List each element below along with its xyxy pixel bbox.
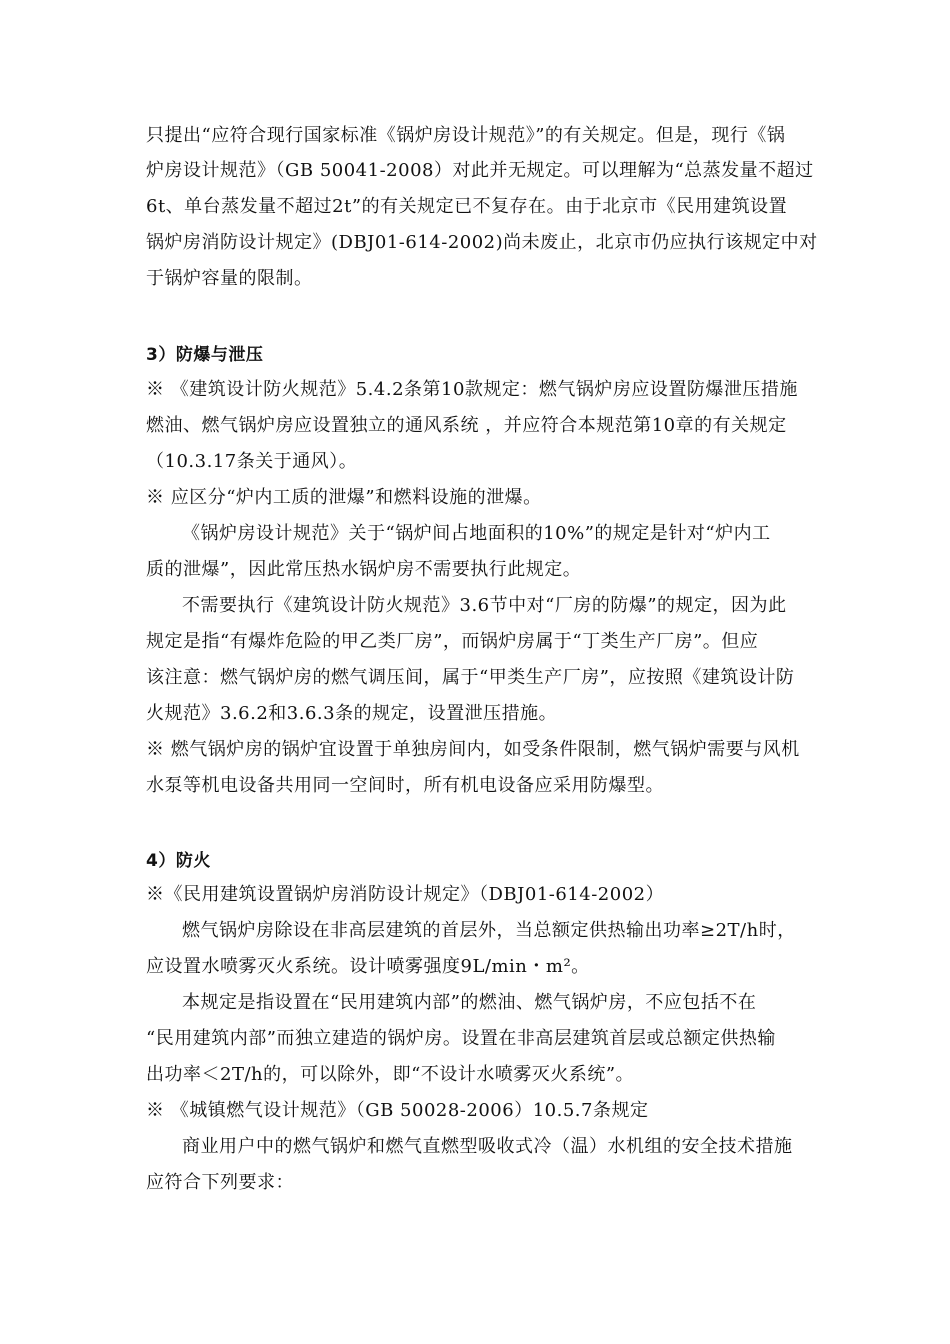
text-line: 只提出“应符合现行国家标准《锅炉房设计规范》”的有关规定。但是，现行《锅 [146, 125, 786, 146]
text-line: 应设置水喷雾灭火系统。设计喷雾强度9L/min・m²。 [146, 956, 590, 977]
text-line: 火规范》3.6.2和3.6.3条的规定，设置泄压措施。 [146, 703, 558, 724]
text-line: ※ 燃气锅炉房的锅炉宜设置于单独房间内，如受条件限制，燃气锅炉需要与风机 [146, 739, 800, 760]
text-line: 本规定是指设置在“民用建筑内部”的燃油、燃气锅炉房，不应包括不在 [182, 992, 757, 1013]
text-line: ※ 应区分“炉内工质的泄爆”和燃料设施的泄爆。 [146, 487, 542, 508]
text-line: ※《民用建筑设置锅炉房消防设计规定》（DBJ01-614-2002） [146, 884, 665, 905]
text-line: 《锅炉房设计规范》关于“锅炉间占地面积的10%”的规定是针对“炉内工 [182, 523, 771, 544]
text-line: ※ 《城镇燃气设计规范》（GB 50028-2006）10.5.7条规定 [146, 1100, 649, 1121]
text-line: 燃气锅炉房除设在非高层建筑的首层外，当总额定供热输出功率≥2T/h时， [182, 920, 796, 941]
text-line: 炉房设计规范》（GB 50041-2008）对此并无规定。可以理解为“总蒸发量不超过 [146, 160, 814, 181]
text-line: 锅炉房消防设计规定》(DBJ01-614-2002)尚未废止，北京市仍应执行该规定中对 [146, 232, 818, 253]
text-line: 水泵等机电设备共用同一空间时，所有机电设备应采用防爆型。 [146, 775, 664, 796]
text-line: （10.3.17条关于通风）。 [146, 451, 358, 472]
text-line: 规定是指“有爆炸危险的甲乙类厂房”，而锅炉房属于“丁类生产厂房”。但应 [146, 631, 759, 652]
section-heading: 4）防火 [146, 851, 211, 871]
text-line: 于锅炉容量的限制。 [146, 268, 313, 289]
text-line: 应符合下列要求： [146, 1172, 294, 1193]
section-heading: 3）防爆与泄压 [146, 345, 264, 365]
text-line: 6t、单台蒸发量不超过2t”的有关规定已不复存在。由于北京市《民用建筑设置 [146, 196, 788, 217]
text-line: 不需要执行《建筑设计防火规范》3.6节中对“厂房的防爆”的规定，因为此 [182, 595, 787, 616]
text-line: “民用建筑内部”而独立建造的锅炉房。设置在非高层建筑首层或总额定供热输 [146, 1028, 776, 1049]
text-line: 商业用户中的燃气锅炉和燃气直燃型吸收式冷（温）水机组的安全技术措施 [182, 1136, 793, 1157]
text-line: 质的泄爆”，因此常压热水锅炉房不需要执行此规定。 [146, 559, 582, 580]
text-line: 该注意：燃气锅炉房的燃气调压间，属于“甲类生产厂房”，应按照《建筑设计防 [146, 667, 795, 688]
text-line: 出功率＜2T/h的，可以除外，即“不设计水喷雾灭火系统”。 [146, 1064, 635, 1085]
text-line: 燃油、燃气锅炉房应设置独立的通风系统 ，并应符合本规范第10章的有关规定 [146, 415, 787, 436]
text-line: ※ 《建筑设计防火规范》5.4.2条第10款规定：燃气锅炉房应设置防爆泄压措施 [146, 379, 798, 400]
